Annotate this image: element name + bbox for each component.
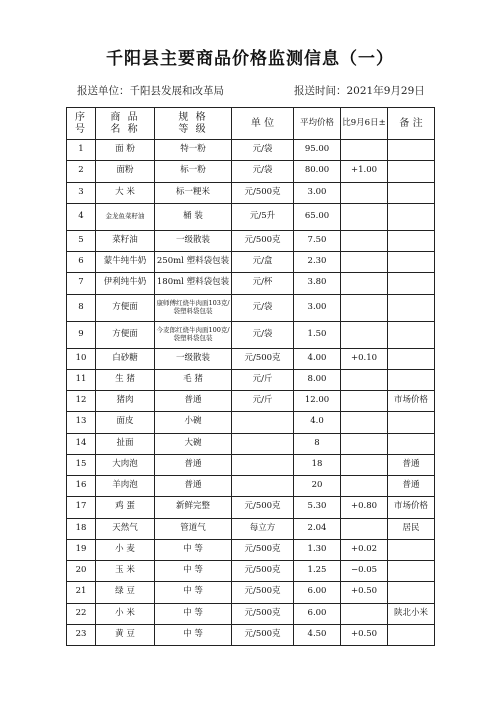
cell-spec: 中 等 xyxy=(155,561,232,582)
cell-note xyxy=(388,624,435,645)
table-row xyxy=(67,603,435,624)
table-header-row xyxy=(67,108,435,140)
cell-spec: 桶 装 xyxy=(155,203,232,230)
cell-unit: 元/斤 xyxy=(232,391,294,412)
cell-name: 蒙牛纯牛奶 xyxy=(96,252,155,273)
cell-seq: 15 xyxy=(67,454,96,475)
cell-spec: 标一粳米 xyxy=(155,182,232,203)
cell-seq: 6 xyxy=(67,252,96,273)
cell-note xyxy=(388,252,435,273)
cell-name: 天然气 xyxy=(96,518,155,539)
cell-change xyxy=(341,140,388,161)
header-change: 比9月6日± xyxy=(341,108,388,140)
cell-unit xyxy=(232,433,294,454)
cell-unit: 元/袋 xyxy=(232,294,294,321)
cell-note xyxy=(388,348,435,369)
table-row xyxy=(67,433,435,454)
cell-name: 小 麦 xyxy=(96,539,155,560)
cell-spec: 小碗 xyxy=(155,412,232,433)
cell-avg-price: 6.00 xyxy=(294,582,341,603)
cell-unit: 元/盒 xyxy=(232,252,294,273)
cell-change xyxy=(341,391,388,412)
table-row xyxy=(67,454,435,475)
cell-avg-price: 4.00 xyxy=(294,348,341,369)
cell-avg-price: 18 xyxy=(294,454,341,475)
table-row xyxy=(67,140,435,161)
cell-seq: 8 xyxy=(67,294,96,321)
cell-note: 普通 xyxy=(388,476,435,497)
cell-name: 面 粉 xyxy=(96,140,155,161)
cell-avg-price: 95.00 xyxy=(294,140,341,161)
table-row xyxy=(67,476,435,497)
cell-seq: 13 xyxy=(67,412,96,433)
cell-change xyxy=(341,476,388,497)
cell-seq: 21 xyxy=(67,582,96,603)
cell-unit: 元/500克 xyxy=(232,582,294,603)
cell-unit: 元/500克 xyxy=(232,348,294,369)
header-avg-price: 平均价格 xyxy=(294,108,341,140)
cell-seq: 7 xyxy=(67,273,96,294)
cell-unit: 每立方 xyxy=(232,518,294,539)
cell-name: 方便面 xyxy=(96,321,155,348)
cell-avg-price: 4.0 xyxy=(294,412,341,433)
cell-note xyxy=(388,369,435,390)
cell-seq: 1 xyxy=(67,140,96,161)
cell-avg-price: 3.80 xyxy=(294,273,341,294)
cell-avg-price: 2.04 xyxy=(294,518,341,539)
cell-change xyxy=(341,273,388,294)
cell-change xyxy=(341,369,388,390)
cell-note xyxy=(388,140,435,161)
report-time: 报送时间：2021年9月29日 xyxy=(294,85,425,97)
table-row xyxy=(67,518,435,539)
cell-seq: 22 xyxy=(67,603,96,624)
cell-seq: 12 xyxy=(67,391,96,412)
cell-spec: 普通 xyxy=(155,391,232,412)
cell-note xyxy=(388,539,435,560)
cell-spec: 今麦郎红烧牛肉面100克/袋塑料袋包装 xyxy=(155,321,232,348)
cell-seq: 10 xyxy=(67,348,96,369)
table-row xyxy=(67,182,435,203)
table-row xyxy=(67,203,435,230)
cell-change: +0.02 xyxy=(341,539,388,560)
cell-note xyxy=(388,273,435,294)
cell-name: 鸡 蛋 xyxy=(96,497,155,518)
cell-change xyxy=(341,252,388,273)
cell-name: 大 米 xyxy=(96,182,155,203)
cell-unit xyxy=(232,454,294,475)
cell-avg-price: 4.50 xyxy=(294,624,341,645)
cell-name: 羊肉泡 xyxy=(96,476,155,497)
cell-name: 菜籽油 xyxy=(96,230,155,251)
cell-avg-price: 2.30 xyxy=(294,252,341,273)
header-name: 商 品 名 称 xyxy=(96,108,155,140)
cell-change xyxy=(341,412,388,433)
table-row xyxy=(67,412,435,433)
cell-unit: 元/500克 xyxy=(232,539,294,560)
cell-seq: 3 xyxy=(67,182,96,203)
cell-spec: 普通 xyxy=(155,476,232,497)
cell-spec: 毛 猪 xyxy=(155,369,232,390)
cell-note: 陕北小米 xyxy=(388,603,435,624)
table-row xyxy=(67,624,435,645)
cell-change: +0.80 xyxy=(341,497,388,518)
cell-spec: 中 等 xyxy=(155,603,232,624)
cell-seq: 17 xyxy=(67,497,96,518)
cell-name: 绿 豆 xyxy=(96,582,155,603)
cell-spec: 180ml 塑料袋包装 xyxy=(155,273,232,294)
cell-avg-price: 8.00 xyxy=(294,369,341,390)
cell-unit xyxy=(232,476,294,497)
cell-name: 玉 米 xyxy=(96,561,155,582)
table-row xyxy=(67,391,435,412)
page-title: 千阳县主要商品价格监测信息（一） xyxy=(106,49,394,69)
cell-name: 生 猪 xyxy=(96,369,155,390)
cell-name: 金龙鱼菜籽油 xyxy=(96,203,155,230)
cell-avg-price: 3.00 xyxy=(294,294,341,321)
cell-change: +1.00 xyxy=(341,161,388,182)
cell-name: 小 米 xyxy=(96,603,155,624)
cell-avg-price: 65.00 xyxy=(294,203,341,230)
cell-name: 白砂糖 xyxy=(96,348,155,369)
cell-note xyxy=(388,321,435,348)
cell-seq: 16 xyxy=(67,476,96,497)
cell-change: +0.50 xyxy=(341,624,388,645)
price-table xyxy=(66,107,435,646)
cell-change: −0.05 xyxy=(341,561,388,582)
cell-seq: 19 xyxy=(67,539,96,560)
cell-change xyxy=(341,603,388,624)
cell-note xyxy=(388,203,435,230)
cell-spec: 大碗 xyxy=(155,433,232,454)
cell-spec: 特一粉 xyxy=(155,140,232,161)
cell-note xyxy=(388,182,435,203)
cell-note xyxy=(388,561,435,582)
cell-unit: 元/500克 xyxy=(232,603,294,624)
reporting-unit: 报送单位：千阳县发展和改革局 xyxy=(77,85,224,97)
cell-spec: 普通 xyxy=(155,454,232,475)
cell-change xyxy=(341,321,388,348)
cell-spec: 中 等 xyxy=(155,539,232,560)
cell-seq: 18 xyxy=(67,518,96,539)
header-seq: 序 号 xyxy=(67,108,96,140)
cell-spec: 标一粉 xyxy=(155,161,232,182)
table-row xyxy=(67,582,435,603)
cell-unit: 元/杯 xyxy=(232,273,294,294)
cell-avg-price: 7.50 xyxy=(294,230,341,251)
cell-name: 黄 豆 xyxy=(96,624,155,645)
cell-avg-price: 1.30 xyxy=(294,539,341,560)
cell-change xyxy=(341,294,388,321)
cell-note xyxy=(388,161,435,182)
cell-unit: 元/袋 xyxy=(232,140,294,161)
table-row xyxy=(67,369,435,390)
header-spec: 规 格 等 级 xyxy=(155,108,232,140)
cell-seq: 5 xyxy=(67,230,96,251)
cell-spec: 中 等 xyxy=(155,582,232,603)
cell-change xyxy=(341,518,388,539)
cell-unit: 元/袋 xyxy=(232,161,294,182)
cell-unit: 元/500克 xyxy=(232,230,294,251)
cell-unit xyxy=(232,412,294,433)
table-row xyxy=(67,252,435,273)
table-row xyxy=(67,348,435,369)
cell-seq: 4 xyxy=(67,203,96,230)
cell-seq: 23 xyxy=(67,624,96,645)
cell-seq: 14 xyxy=(67,433,96,454)
cell-change: +0.10 xyxy=(341,348,388,369)
cell-unit: 元/5升 xyxy=(232,203,294,230)
cell-spec: 管道气 xyxy=(155,518,232,539)
cell-name: 猪肉 xyxy=(96,391,155,412)
table-row xyxy=(67,321,435,348)
cell-spec: 康师傅红烧牛肉面103克/袋塑料袋包装 xyxy=(155,294,232,321)
cell-name: 方便面 xyxy=(96,294,155,321)
cell-spec: 中 等 xyxy=(155,624,232,645)
table-body xyxy=(67,140,435,646)
cell-avg-price: 20 xyxy=(294,476,341,497)
cell-change xyxy=(341,454,388,475)
table-row xyxy=(67,561,435,582)
cell-seq: 9 xyxy=(67,321,96,348)
cell-change xyxy=(341,230,388,251)
cell-seq: 20 xyxy=(67,561,96,582)
table-row xyxy=(67,273,435,294)
cell-avg-price: 1.50 xyxy=(294,321,341,348)
table-row xyxy=(67,539,435,560)
table-row xyxy=(67,294,435,321)
table-row xyxy=(67,497,435,518)
cell-avg-price: 80.00 xyxy=(294,161,341,182)
cell-name: 面皮 xyxy=(96,412,155,433)
cell-note: 普通 xyxy=(388,454,435,475)
cell-note xyxy=(388,433,435,454)
cell-note: 市场价格 xyxy=(388,391,435,412)
cell-note xyxy=(388,230,435,251)
cell-note xyxy=(388,412,435,433)
cell-avg-price: 6.00 xyxy=(294,603,341,624)
cell-spec: 一级散装 xyxy=(155,230,232,251)
cell-note: 市场价格 xyxy=(388,497,435,518)
cell-spec: 新鲜完整 xyxy=(155,497,232,518)
cell-spec: 250ml 塑料袋包装 xyxy=(155,252,232,273)
table-row xyxy=(67,230,435,251)
table-row xyxy=(67,161,435,182)
cell-avg-price: 1.25 xyxy=(294,561,341,582)
cell-note xyxy=(388,582,435,603)
cell-change xyxy=(341,203,388,230)
header-unit: 单 位 xyxy=(232,108,294,140)
cell-name: 面粉 xyxy=(96,161,155,182)
cell-unit: 元/500克 xyxy=(232,624,294,645)
cell-avg-price: 3.00 xyxy=(294,182,341,203)
cell-name: 伊利纯牛奶 xyxy=(96,273,155,294)
cell-name: 大肉泡 xyxy=(96,454,155,475)
cell-unit: 元/500克 xyxy=(232,182,294,203)
cell-seq: 11 xyxy=(67,369,96,390)
cell-seq: 2 xyxy=(67,161,96,182)
cell-change: +0.50 xyxy=(341,582,388,603)
header-note: 备 注 xyxy=(388,108,435,140)
cell-unit: 元/斤 xyxy=(232,369,294,390)
cell-name: 扯面 xyxy=(96,433,155,454)
cell-avg-price: 8 xyxy=(294,433,341,454)
cell-change xyxy=(341,433,388,454)
cell-spec: 一级散装 xyxy=(155,348,232,369)
cell-unit: 元/500克 xyxy=(232,561,294,582)
cell-note: 居民 xyxy=(388,518,435,539)
cell-unit: 元/袋 xyxy=(232,321,294,348)
cell-note xyxy=(388,294,435,321)
cell-unit: 元/500克 xyxy=(232,497,294,518)
cell-avg-price: 12.00 xyxy=(294,391,341,412)
cell-avg-price: 5.30 xyxy=(294,497,341,518)
cell-change xyxy=(341,182,388,203)
